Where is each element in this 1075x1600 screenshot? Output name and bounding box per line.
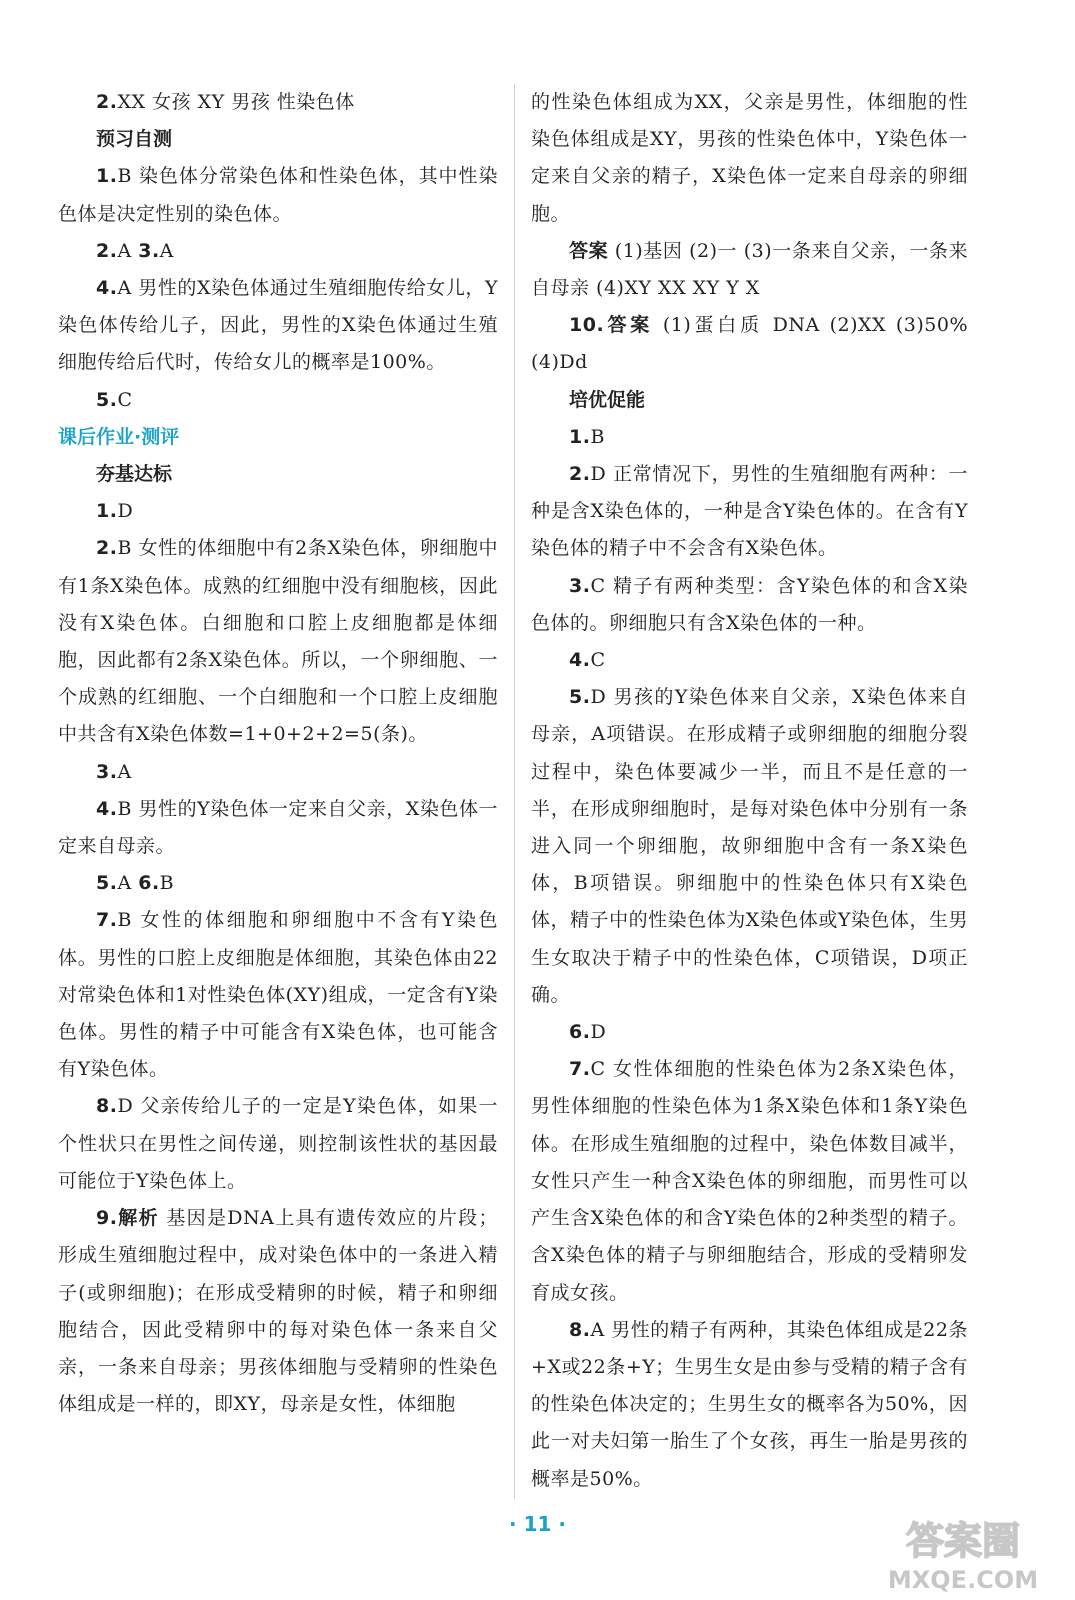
answer-text: D <box>117 500 134 523</box>
page-number: · 11 · <box>509 1512 566 1536</box>
watermark-logo <box>863 1512 1063 1594</box>
answer-text: (1)基因 (2)一 (3)一条来自父亲，一条来自母亲 (4)XY XX XY Y X <box>531 239 968 300</box>
question-number: 5. <box>96 388 118 411</box>
question-number: 5. <box>96 872 118 895</box>
question-number: 7. <box>569 1058 591 1081</box>
answer-item <box>531 1051 968 1311</box>
question-number: 4. <box>96 277 118 300</box>
answer-label: 答案 <box>604 314 654 337</box>
answer-item <box>58 902 498 1088</box>
answer-item <box>531 1312 968 1498</box>
answer-item <box>58 493 498 530</box>
svg-text:答案圈: 答案圈 <box>905 1519 1021 1563</box>
answer-text: A <box>117 760 132 783</box>
question-number: 6. <box>569 1021 591 1044</box>
answer-label: 答案 <box>569 239 609 262</box>
subsection-heading: 预习自测 <box>96 128 173 151</box>
question-number: 2. <box>96 239 118 262</box>
answer-text: D 父亲传给儿子的一定是Y染色体，如果一个性状只在男性之间传递，则控制该性状的基因最可能位于Y染色体上。 <box>58 1095 498 1192</box>
answer-item <box>531 679 968 1014</box>
answer-item <box>531 456 968 568</box>
answer-item <box>58 530 498 753</box>
answer-text: B <box>159 872 175 895</box>
answer-text: B <box>590 425 605 448</box>
question-number: 3. <box>96 760 118 783</box>
answer-item <box>531 1014 968 1051</box>
question-number: 10. <box>569 314 605 337</box>
question-number: 3. <box>569 574 591 597</box>
question-number: 2. <box>569 463 591 486</box>
answer-text: B 女性的体细胞中有2条X染色体，卵细胞中有1条X染色体。成熟的红细胞中没有细胞核，因此没有X染色体。白细胞和口腔上皮细胞都是体细胞，因此都有2条X染色体。所以，一个卵细胞、一个成熟的红细胞、一个白细胞和一个口腔上皮细胞中共含有X染色体数=1+0+2+2=5(条)。 <box>58 537 498 746</box>
question-number: 2. <box>96 91 118 113</box>
left-column <box>58 84 498 1423</box>
answer-text: C 精子有两种类型：含Y染色体的和含X染色体的。卵细胞只有含X染色体的一种。 <box>531 574 968 634</box>
question-number: 8. <box>569 1318 591 1341</box>
answer-text: A <box>117 239 139 262</box>
answer-item <box>58 84 498 121</box>
answer-text: 基因是DNA上具有遗传效应的片段；形成生殖细胞过程中，成对染色体中的一条进入精子(或卵细胞)；在形成受精卵的时候，精子和卵细胞结合，因此受精卵中的每对染色体一条来自父亲，一条来自母亲；男孩体细胞与受精卵的性染色体组成是一样的，即XY，母亲是女性，体细胞 <box>58 1207 498 1416</box>
question-number: 1. <box>96 165 118 188</box>
answer-continuation: 的性染色体组成为XX，父亲是男性，体细胞的性染色体组成是XY，男孩的性染色体中，Y染色体一定来自父亲的精子，X染色体一定来自母亲的卵细胞。 <box>531 91 968 225</box>
answer-item <box>531 419 968 456</box>
answer-text: A <box>159 239 174 262</box>
svg-text:MXQE.COM: MXQE.COM <box>887 1566 1039 1594</box>
question-number: 1. <box>569 425 591 448</box>
question-number: 2. <box>96 537 118 560</box>
answer-text: D 正常情况下，男性的生殖细胞有两种：一种是含X染色体的，一种是含Y染色体的。在含有Y染色体的精子中不会含有X染色体。 <box>531 463 968 560</box>
answer-text: B 女性的体细胞和卵细胞中不含有Y染色体。男性的口腔上皮细胞是体细胞，其染色体由22对常染色体和1对性染色体(XY)组成，一定含有Y染色体。男性的精子中可能含有X染色体，也可能含有Y染色体。 <box>58 909 498 1081</box>
right-column <box>531 84 968 1498</box>
answer-item <box>58 382 498 419</box>
answer-text: C <box>117 388 133 411</box>
answer-text: B 染色体分常染色体和性染色体，其中性染色体是决定性别的染色体。 <box>58 165 498 225</box>
question-number: 8. <box>96 1095 118 1118</box>
answer-text: C 女性体细胞的性染色体为2条X染色体，男性体细胞的性染色体为1条X染色体和1条Y染色体。在形成生殖细胞的过程中，染色体数目减半，女性只产生一种含X染色体的卵细胞，而男性可以产生含X染色体的和含Y染色体的2种类型的精子。含X染色体的精子与卵细胞结合，形成的受精卵发育成女孩。 <box>531 1058 968 1304</box>
column-divider <box>514 84 515 1499</box>
answer-item <box>58 754 498 791</box>
question-number: 4. <box>96 797 118 820</box>
question-number: 7. <box>96 909 118 932</box>
question-number: 6. <box>138 872 160 895</box>
question-number: 3. <box>138 239 160 262</box>
answer-text: A <box>117 872 139 895</box>
question-number: 4. <box>569 649 591 672</box>
answer-text: D <box>590 1021 607 1044</box>
answer-item <box>58 270 498 382</box>
answer-label: 解析 <box>117 1207 159 1230</box>
answer-item <box>58 1200 498 1423</box>
answer-item <box>531 233 968 307</box>
answer-text: A 男性的X染色体通过生殖细胞传给女儿，Y染色体传给儿子，因此，男性的X染色体通过生殖细胞传给后代时，传给女儿的概率是100%。 <box>58 277 498 374</box>
answer-item <box>58 791 498 865</box>
answer-item <box>58 233 498 270</box>
answer-text: C <box>590 649 606 672</box>
answer-text: (1)蛋白质 DNA (2)XX (3)50% (4)Dd <box>531 314 968 374</box>
answer-text: D 男孩的Y染色体来自父亲，X染色体来自母亲，A项错误。在形成精子或卵细胞的细胞分裂过程中，染色体要减少一半，而且不是任意的一半，在形成卵细胞时，是每对染色体中分别有一条进入同一个卵细胞，故卵细胞中含有一条X染色体，B项错误。卵细胞中的性染色体只有X染色体，精子中的性染色体为X染色体或Y染色体，生男生女取决于精子中的性染色体，C项错误，D项正确。 <box>531 686 968 1006</box>
section-title: 课后作业·测评 <box>58 425 180 448</box>
answer-text: A 男性的精子有两种，其染色体组成是22条+X或22条+Y；生男生女是由参与受精的精子含有的性染色体决定的；生男生女的概率各为50%，因此一对夫妇第一胎生了个女孩，再生一胎是男孩的概率是50%。 <box>531 1318 968 1490</box>
subsection-heading: 夯基达标 <box>96 463 173 486</box>
answer-text: B 男性的Y染色体一定来自父亲，X染色体一定来自母亲。 <box>58 797 498 858</box>
answer-item <box>58 1088 498 1200</box>
question-number: 5. <box>569 686 591 709</box>
answer-item <box>531 642 968 679</box>
answer-item <box>58 158 498 232</box>
question-number: 9. <box>96 1207 118 1230</box>
answer-item <box>531 307 968 381</box>
answer-item <box>58 865 498 902</box>
question-number: 1. <box>96 500 118 523</box>
answer-item <box>531 568 968 642</box>
answer-text: XX 女孩 XY 男孩 性染色体 <box>117 91 355 113</box>
subsection-heading: 培优促能 <box>569 388 646 411</box>
